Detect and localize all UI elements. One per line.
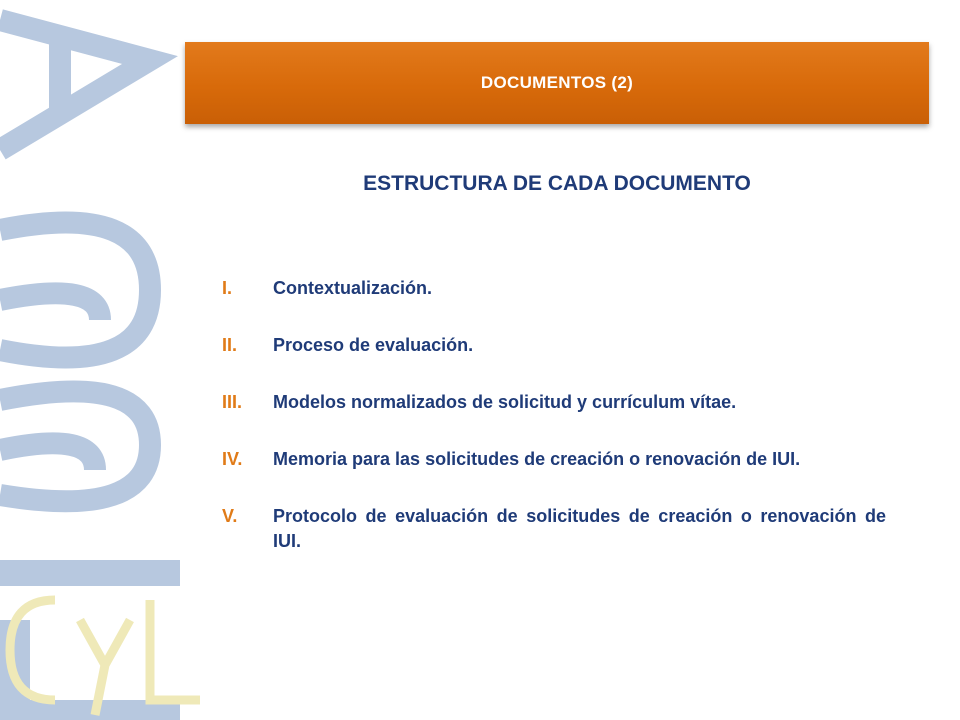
list-item	[222, 333, 886, 358]
list-item-text: Memoria para las solicitudes de creación o renovación de IUI.	[273, 449, 801, 469]
list-item-text: Protocolo de evaluación de solicitudes de creación o renovación de IUI.	[273, 506, 886, 551]
list-item	[222, 504, 886, 554]
list-item-text: Proceso de evaluación.	[273, 335, 474, 355]
list-item-number: IV.	[222, 449, 243, 469]
list-item	[222, 447, 886, 472]
list-item-text: Contextualización.	[273, 278, 433, 298]
acsucyl-watermark-logo	[0, 0, 215, 720]
list-item-number: V.	[222, 506, 238, 526]
list-item-number: III.	[222, 392, 243, 412]
list-item-number: II.	[222, 335, 238, 355]
header-title: DOCUMENTOS (2)	[480, 73, 634, 92]
section-title: ESTRUCTURA DE CADA DOCUMENTO	[363, 172, 751, 195]
document-list	[222, 276, 886, 586]
list-item-number: I.	[222, 278, 233, 298]
list-item-text: Modelos normalizados de solicitud y currículum vítae.	[273, 392, 737, 412]
list-item	[222, 276, 886, 301]
header-bar	[185, 42, 929, 124]
list-item	[222, 390, 886, 415]
